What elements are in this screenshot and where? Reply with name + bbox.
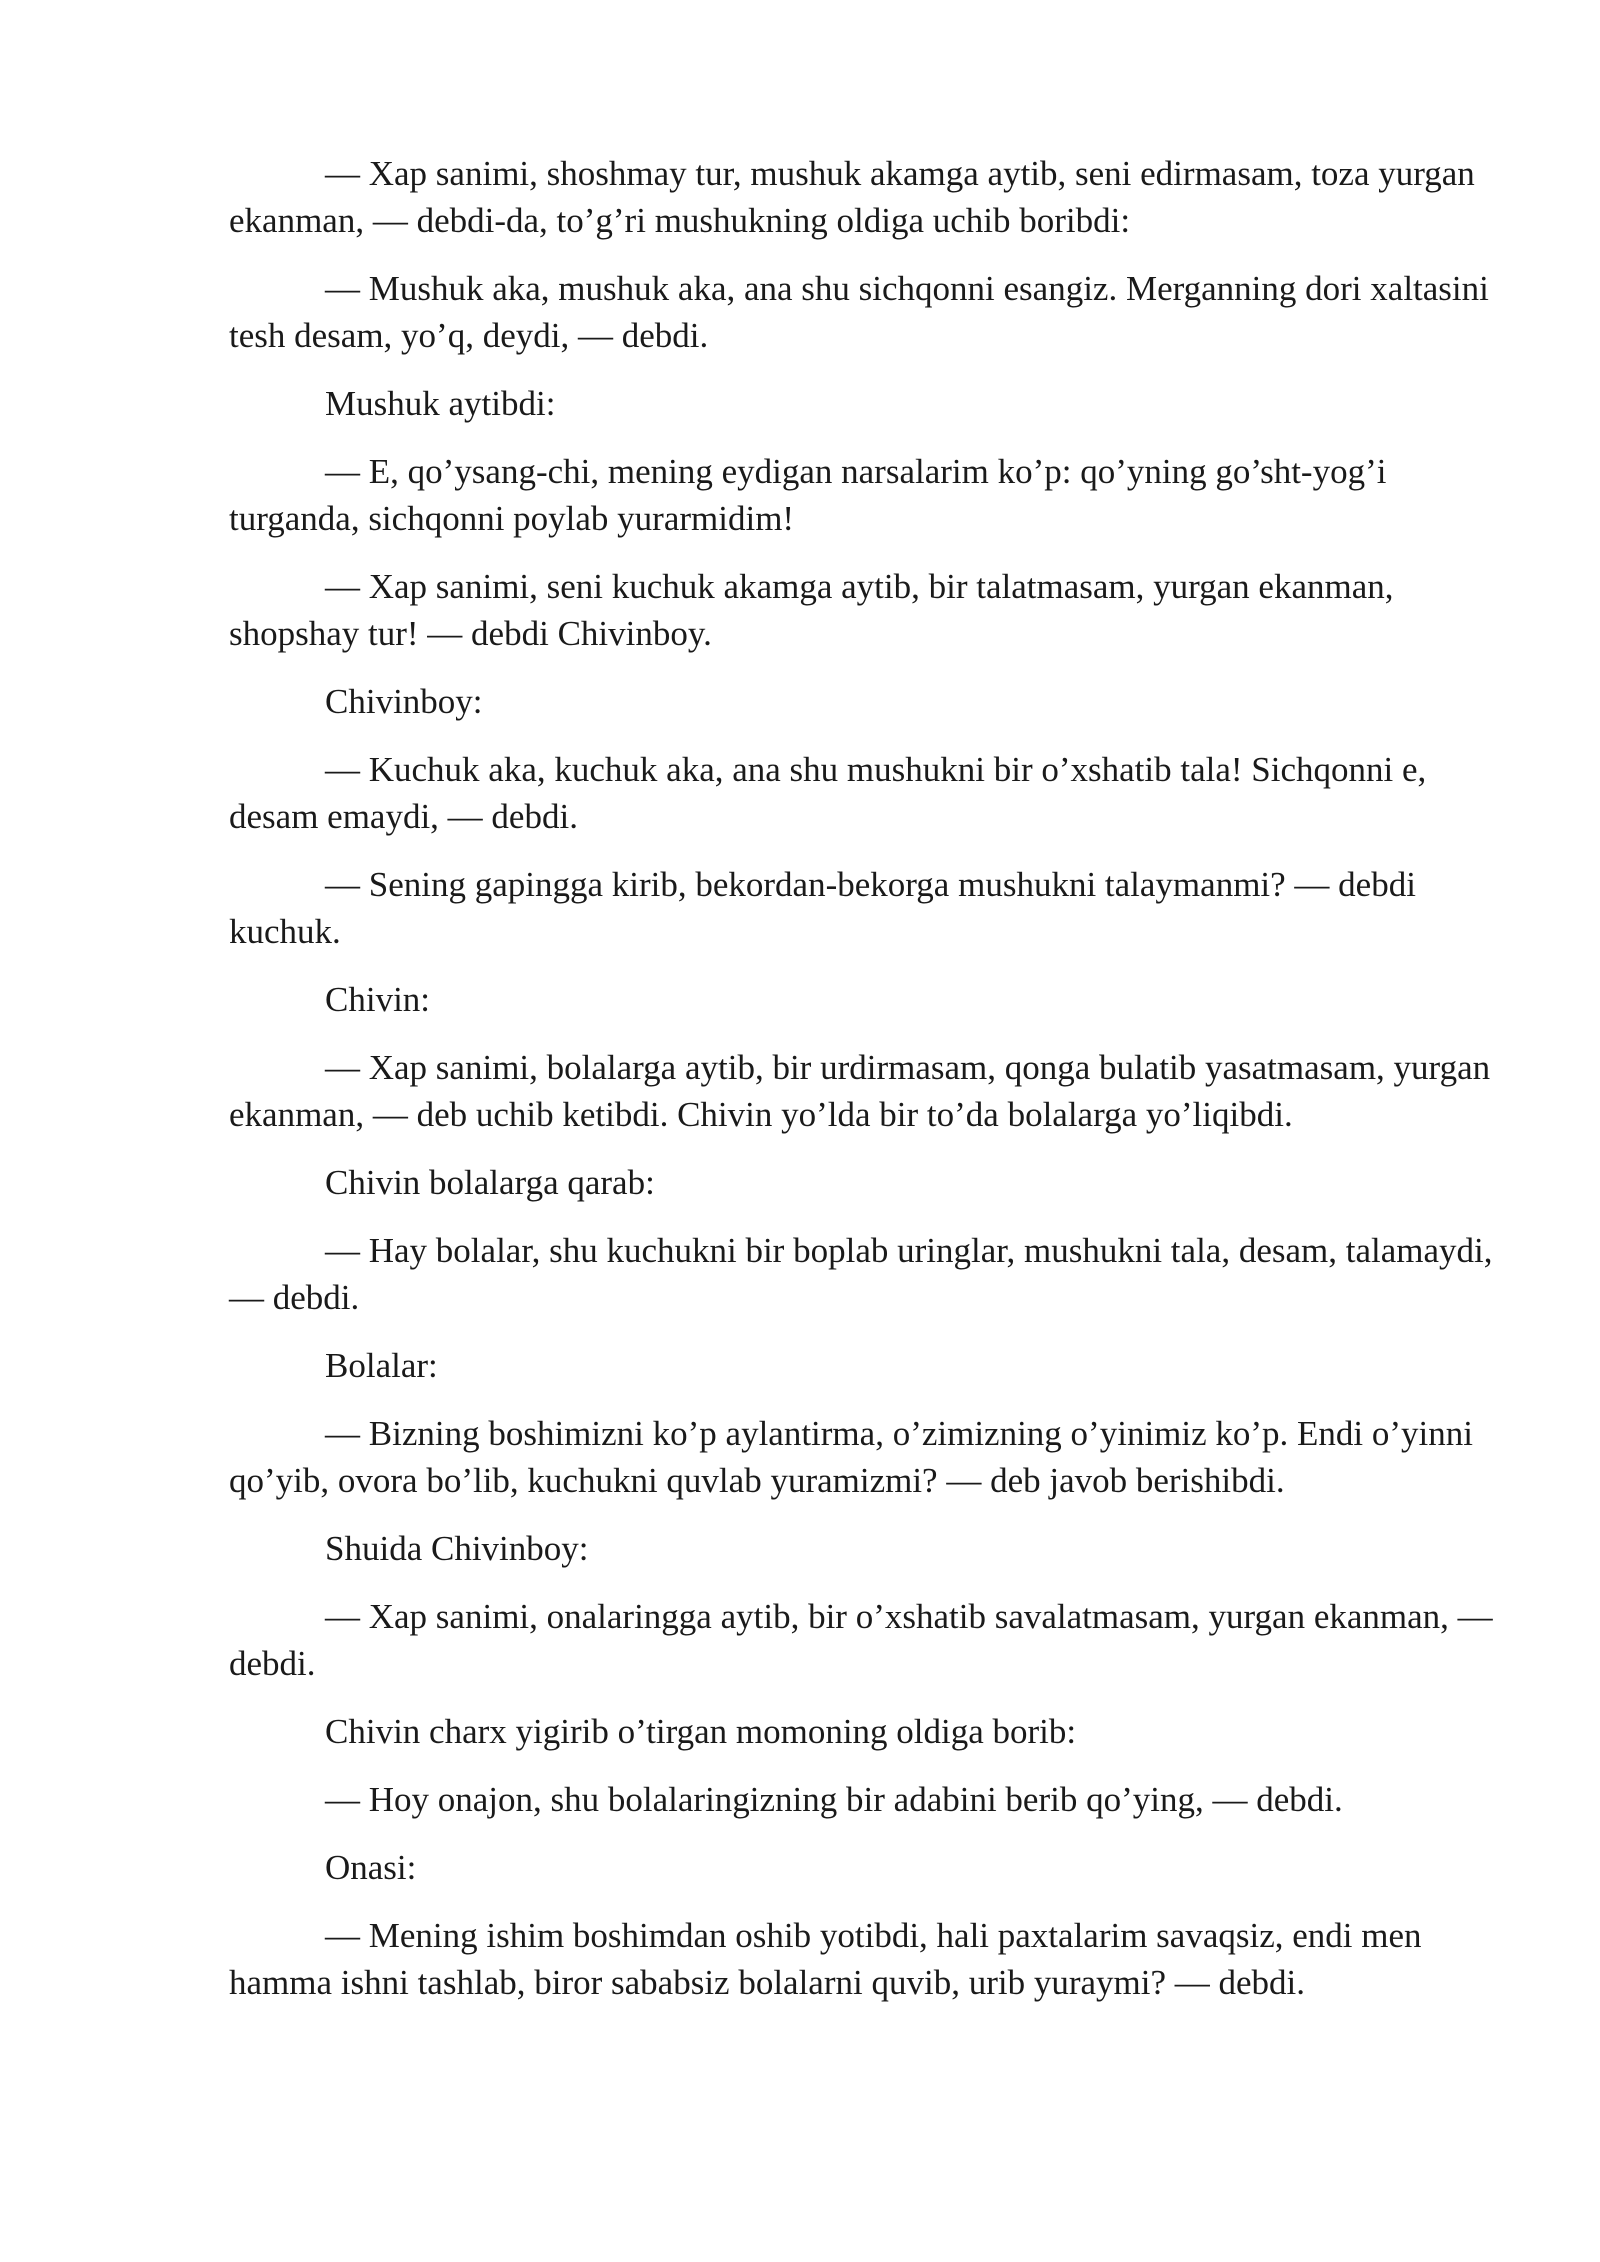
paragraph: Shuida Chivinboy: <box>325 1529 589 1568</box>
paragraph: — Xap sanimi, shoshmay tur, mushuk akamga aytib, seni edirmasam, toza yurgan ekanman, — debdi-da, to’g’ri mushukning oldiga uchib boribdi: <box>229 154 1475 240</box>
paragraph: — Bizning boshimizni ko’p aylantirma, o’zimizning o’yinimiz ko’p. Endi o’yinni qo’yib, ovora bo’lib, kuchukni quvlab yuramizmi? — deb javob berishibdi. <box>229 1414 1474 1500</box>
paragraph: — Sening gapingga kirib, bekordan-bekorga mushukni talaymanmi? — debdi kuchuk. <box>229 865 1416 951</box>
paragraph: Chivin: <box>325 980 431 1019</box>
paragraph: — Xap sanimi, seni kuchuk akamga aytib, bir talatmasam, yurgan ekanman, shopshay tur! — debdi Chivinboy. <box>229 567 1394 653</box>
paragraph: Onasi: <box>325 1848 417 1887</box>
paragraph: Chivin charx yigirib o’tirgan momoning oldiga borib: <box>325 1712 1077 1751</box>
paragraph: — Kuchuk aka, kuchuk aka, ana shu mushukni bir o’xshatib tala! Sichqonni e, desam emaydi, — debdi. <box>229 750 1427 836</box>
paragraph: — E, qo’ysang-chi, mening eydigan narsalarim ko’p: qo’yning go’sht-yog’i turganda, sichqonni poylab yurarmidim! <box>229 452 1387 538</box>
paragraph: Bolalar: <box>325 1346 438 1385</box>
paragraph: — Mushuk aka, mushuk aka, ana shu sichqonni esangiz. Merganning dori xaltasini tesh desam, yo’q, deydi, — debdi. <box>229 269 1489 355</box>
paragraph: — Mening ishim boshimdan oshib yotibdi, hali paxtalarim savaqsiz, endi men hamma ishni tashlab, biror sababsiz bolalarni quvib, urib yuraymi? — debdi. <box>229 1916 1422 2002</box>
paragraph: — Xap sanimi, onalaringga aytib, bir o’xshatib savalatmasam, yurgan ekanman, — debdi. <box>229 1597 1493 1683</box>
paragraph: — Hoy onajon, shu bolalaringizning bir adabini berib qo’ying, — debdi. <box>325 1780 1343 1819</box>
paragraph: Chivin bolalarga qarab: <box>325 1163 655 1202</box>
paragraph: — Hay bolalar, shu kuchukni bir boplab uringlar, mushukni tala, desam, talamaydi, — debdi. <box>229 1231 1493 1317</box>
story-text <box>229 150 1499 2027</box>
paragraph: Mushuk aytibdi: <box>325 384 556 423</box>
paragraph: — Xap sanimi, bolalarga aytib, bir urdirmasam, qonga bulatib yasatmasam, yurgan ekanman, — deb uchib ketibdi. Chivin yo’lda bir to’da bolalarga yo’liqibdi. <box>229 1048 1491 1134</box>
paragraph: Chivinboy: <box>325 682 483 721</box>
